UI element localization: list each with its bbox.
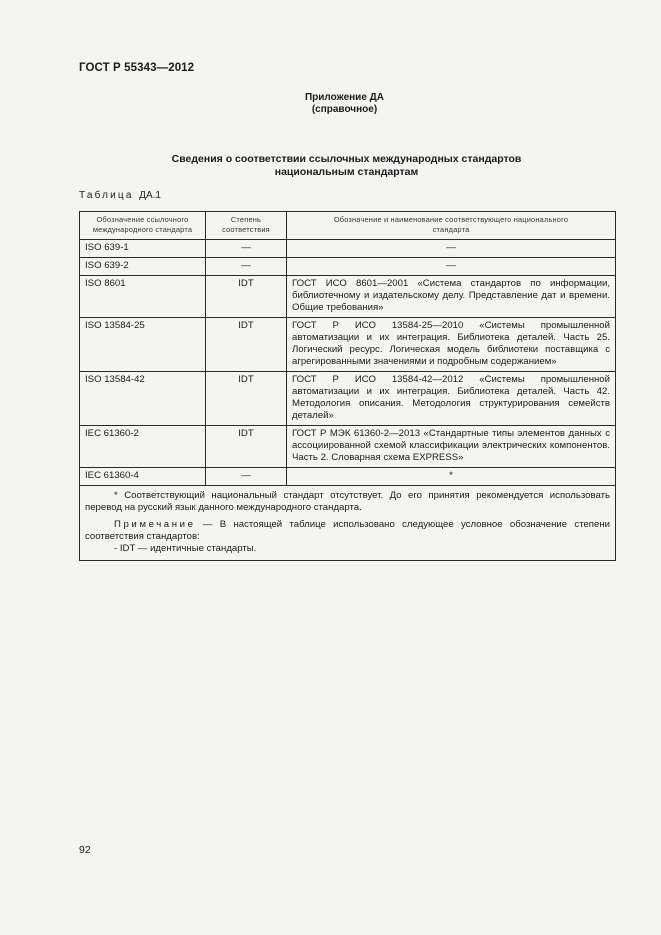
- header-national-line-2: стандарта: [432, 225, 470, 234]
- document-id: ГОСТ Р 55343—2012: [79, 62, 195, 74]
- table-row: [80, 372, 616, 426]
- cell-degree: IDT: [206, 276, 287, 318]
- table-caption: [79, 190, 161, 201]
- header-std-line-2: международного стандарта: [92, 225, 193, 234]
- section-heading: [79, 153, 614, 179]
- table-caption-id: ДА.1: [139, 190, 161, 201]
- cell-national: ГОСТ Р ИСО 13584-25—2010 «Системы промышленной автоматизации и их интеграция. Библиотека деталей. Часть 25. Логический ресурс. Логическая модель библиотеки поставщика с агрегированными значениями и подробным содержанием»: [287, 318, 616, 372]
- note-word: Примечание: [114, 519, 196, 530]
- cell-national: —: [287, 240, 616, 258]
- header-national: [287, 212, 616, 240]
- cell-degree: —: [206, 258, 287, 276]
- appendix-subtitle: (справочное): [311, 104, 378, 115]
- table-header-row: [80, 212, 616, 240]
- table-row: [80, 258, 616, 276]
- table-notes: [80, 486, 616, 561]
- table-notes-row: [80, 486, 616, 561]
- table-row: [80, 318, 616, 372]
- cell-national: *: [287, 468, 616, 486]
- cell-degree: IDT: [206, 318, 287, 372]
- cell-national: —: [287, 258, 616, 276]
- cell-degree: —: [206, 468, 287, 486]
- appendix-heading: [0, 92, 661, 116]
- page-number: 92: [79, 844, 91, 856]
- note-text: — В настоящей таблице использовано следующее условное обозначение степени соответствия стандартов:: [85, 519, 610, 542]
- cell-std: IEC 61360-4: [80, 468, 206, 486]
- header-std: [80, 212, 206, 240]
- note-item: - IDT — идентичные стандарты.: [114, 543, 257, 554]
- cell-national: ГОСТ Р МЭК 61360-2—2013 «Стандартные типы элементов данных с ассоциированной схемой классификации электрических компонентов. Часть 2. Словарная схема EXPRESS»: [287, 426, 616, 468]
- cell-std: ISO 8601: [80, 276, 206, 318]
- cell-std: ISO 13584-25: [80, 318, 206, 372]
- cell-degree: IDT: [206, 426, 287, 468]
- cell-std: IEC 61360-2: [80, 426, 206, 468]
- section-heading-line-2: национальным стандартам: [274, 166, 419, 178]
- header-std-line-1: Обозначение ссылочного: [96, 215, 189, 224]
- table-row: [80, 240, 616, 258]
- section-heading-line-1: Сведения о соответствии ссылочных международных стандартов: [171, 153, 522, 165]
- table-row: [80, 276, 616, 318]
- correspondence-table: [79, 211, 616, 561]
- header-degree-line-2: соответствия: [222, 225, 270, 234]
- cell-std: ISO 639-1: [80, 240, 206, 258]
- header-degree: [206, 212, 287, 240]
- cell-degree: IDT: [206, 372, 287, 426]
- table-caption-word: Таблица: [79, 190, 134, 201]
- footnote: * Соответствующий национальный стандарт отсутствует. До его принятия рекомендуется использовать перевод на русский язык данного международного стандарта.: [85, 490, 610, 513]
- header-degree-line-1: Степень: [230, 215, 262, 224]
- cell-std: ISO 639-2: [80, 258, 206, 276]
- cell-national: ГОСТ ИСО 8601—2001 «Система стандартов по информации, библиотечному и издательскому делу. Представление дат и времени. Общие требования»: [287, 276, 616, 318]
- cell-degree: —: [206, 240, 287, 258]
- note: [85, 519, 610, 543]
- table-row: [80, 426, 616, 468]
- table-row: [80, 468, 616, 486]
- cell-national: ГОСТ Р ИСО 13584-42—2012 «Системы промышленной автоматизации и их интеграция. Библиотека деталей. Часть 42. Методология описания. Методология структурирования семейств деталей»: [287, 372, 616, 426]
- cell-std: ISO 13584-42: [80, 372, 206, 426]
- appendix-title: Приложение ДА: [304, 92, 385, 103]
- header-national-line-1: Обозначение и наименование соответствующего национального: [333, 215, 569, 224]
